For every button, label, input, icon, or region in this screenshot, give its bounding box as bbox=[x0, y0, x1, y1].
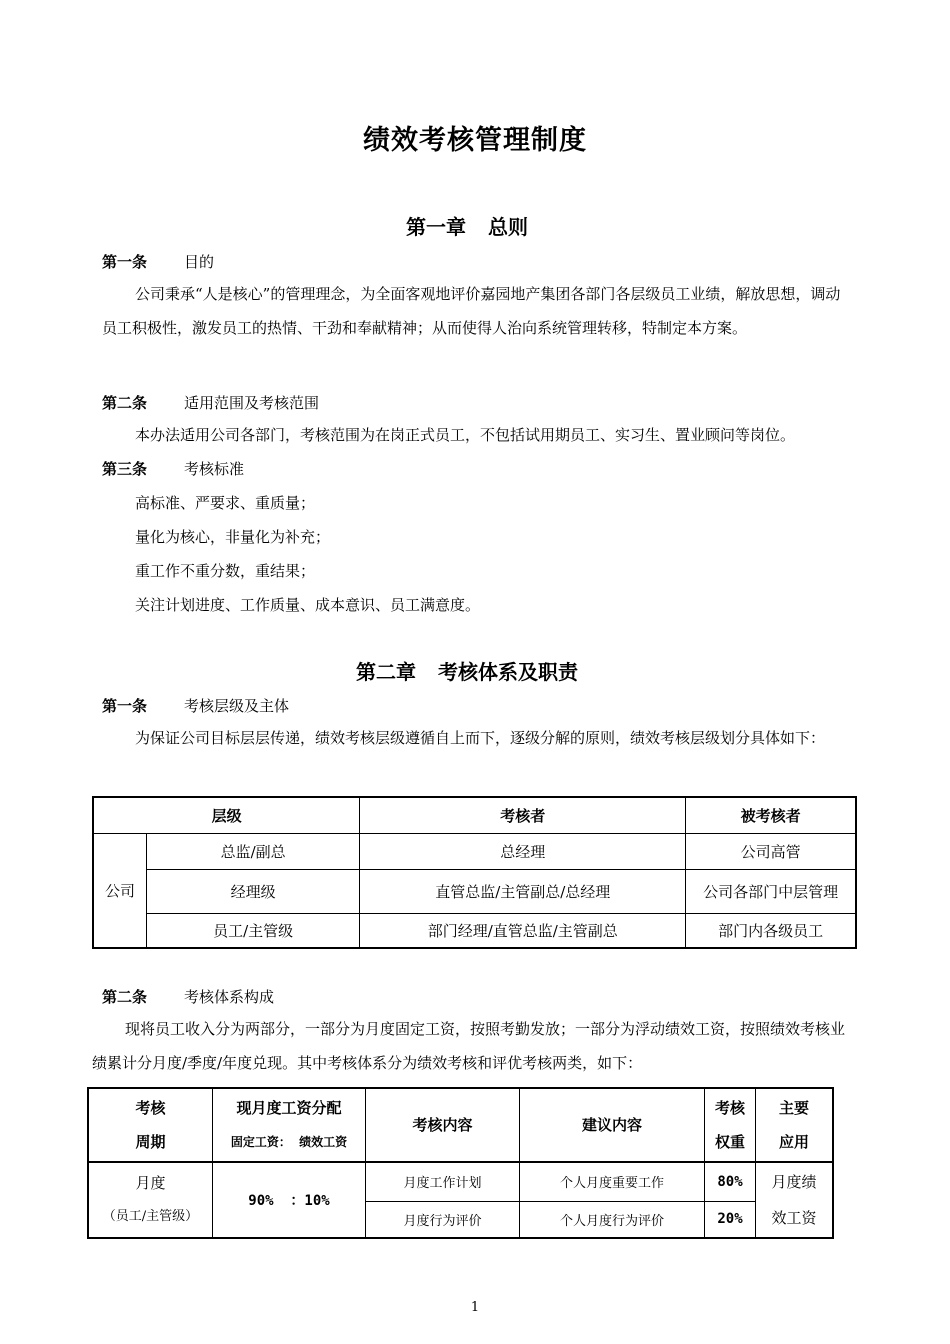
header-content: 考核内容 bbox=[366, 1088, 520, 1162]
header-text: 现月度工资分配 bbox=[236, 1099, 342, 1117]
page-number: 1 bbox=[470, 1300, 480, 1315]
application-cell bbox=[756, 1162, 834, 1238]
article-number: 第一条 bbox=[102, 253, 148, 271]
standard-item-2: 量化为核心，非量化为补充； bbox=[135, 528, 331, 546]
content-cell: 月度行为评价 bbox=[366, 1201, 520, 1238]
standard-item-1: 高标准、严要求、重质量； bbox=[135, 494, 316, 512]
paragraph: 现将员工收入分为两部分，一部分为月度固定工资，按照考勤发放；一部分为浮动绩效工资，按照绩效考核业绩累计分月度/季度/年度兑现。其中考核体系分为绩效考核和评优考核两类，如下： bbox=[92, 1020, 846, 1072]
document-title: 绩效考核管理制度 bbox=[363, 125, 587, 156]
application-text: 效工资 bbox=[771, 1209, 817, 1227]
table-cell: 总经理 bbox=[360, 833, 686, 869]
table-row bbox=[93, 913, 856, 948]
table-row bbox=[88, 1162, 833, 1201]
paragraph: 公司秉承“人是核心”的管理理念，为全面客观地评价嘉园地产集团各部门各层级员工业绩，解放思想，调动员工积极性，激发员工的热情、干劲和奉献精神；从而使得人治向系统管理转移，特制定本方案。 bbox=[102, 285, 841, 337]
header-subtext: 固定工资： 绩效工资 bbox=[230, 1135, 348, 1149]
chapter-2-article-2-text bbox=[92, 1012, 854, 1080]
cycle-cell bbox=[88, 1162, 213, 1238]
content-cell: 月度工作计划 bbox=[366, 1162, 520, 1201]
header-text: 权重 bbox=[714, 1133, 745, 1151]
chapter-2-article-1-text bbox=[102, 721, 850, 755]
standard-item-3: 重工作不重分数，重结果； bbox=[135, 562, 316, 580]
table-cell: 部门经理/直管总监/主管副总 bbox=[360, 913, 686, 948]
paragraph: 为保证公司目标层层传递，绩效考核层级遵循自上而下，逐级分解的原则，绩效考核层级划分具体如下： bbox=[135, 729, 826, 747]
cycle-text: 月度 bbox=[135, 1174, 166, 1192]
article-number: 第三条 bbox=[102, 460, 148, 478]
article-number: 第二条 bbox=[102, 394, 148, 412]
chapter-1-heading bbox=[0, 211, 934, 240]
cycle-subtext: （员工/主管级） bbox=[102, 1209, 199, 1224]
article-title: 目的 bbox=[184, 253, 215, 271]
chapter-1-article-1-text bbox=[102, 277, 850, 345]
paragraph: 本办法适用公司各部门，考核范围为在岗正式员工，不包括试用期员工、实习生、置业顾问等岗位。 bbox=[135, 426, 796, 444]
table-cell: 部门内各级员工 bbox=[686, 913, 856, 948]
chapter-1-label: 第一章 bbox=[406, 215, 466, 239]
article-title: 适用范围及考核范围 bbox=[184, 394, 320, 412]
table-cell: 经理级 bbox=[147, 869, 360, 913]
chapter-1-name: 总则 bbox=[488, 215, 528, 239]
standard-item-4: 关注计划进度、工作质量、成本意识、员工满意度。 bbox=[135, 596, 481, 614]
group-cell: 公司 bbox=[93, 833, 147, 948]
article-title: 考核标准 bbox=[184, 460, 245, 478]
chapter-1-article-3 bbox=[102, 458, 244, 479]
table-cell: 员工/主管级 bbox=[147, 913, 360, 948]
chapter-2-heading bbox=[0, 656, 934, 685]
chapter-1-article-2 bbox=[102, 392, 319, 413]
table-header: 考核者 bbox=[360, 797, 686, 833]
table-header: 层级 bbox=[93, 797, 360, 833]
header-application bbox=[756, 1088, 834, 1162]
chapter-2-name: 考核体系及职责 bbox=[438, 660, 578, 684]
suggest-cell: 个人月度行为评价 bbox=[520, 1201, 705, 1238]
ratio-cell: 90% ：10% bbox=[213, 1162, 366, 1238]
article-number: 第二条 bbox=[102, 988, 148, 1006]
header-text: 周期 bbox=[135, 1133, 166, 1151]
table-row bbox=[93, 833, 856, 869]
article-title: 考核层级及主体 bbox=[184, 697, 290, 715]
assessment-system-table bbox=[87, 1087, 834, 1239]
article-number: 第一条 bbox=[102, 697, 148, 715]
table-row bbox=[93, 869, 856, 913]
header-cycle bbox=[88, 1088, 213, 1162]
chapter-2-label: 第二章 bbox=[356, 660, 416, 684]
header-weight bbox=[705, 1088, 756, 1162]
application-text: 月度绩 bbox=[771, 1173, 817, 1191]
suggest-cell: 个人月度重要工作 bbox=[520, 1162, 705, 1201]
header-text: 考核 bbox=[135, 1099, 166, 1117]
table-cell: 直管总监/主管副总/总经理 bbox=[360, 869, 686, 913]
table-header: 被考核者 bbox=[686, 797, 856, 833]
assessment-level-table bbox=[92, 796, 857, 949]
chapter-2-article-2 bbox=[102, 986, 274, 1007]
article-title: 考核体系构成 bbox=[184, 988, 275, 1006]
chapter-1-article-1 bbox=[102, 251, 214, 272]
chapter-2-article-1 bbox=[102, 695, 289, 716]
header-text: 主要 bbox=[778, 1099, 809, 1117]
header-suggest: 建议内容 bbox=[520, 1088, 705, 1162]
weight-cell: 20% bbox=[705, 1201, 756, 1238]
weight-cell: 80% bbox=[705, 1162, 756, 1201]
table-cell: 总监/副总 bbox=[147, 833, 360, 869]
header-salary bbox=[213, 1088, 366, 1162]
header-text: 应用 bbox=[778, 1133, 809, 1151]
table-cell: 公司各部门中层管理 bbox=[686, 869, 856, 913]
header-text: 考核 bbox=[714, 1099, 745, 1117]
table-cell: 公司高管 bbox=[686, 833, 856, 869]
chapter-1-article-2-text bbox=[102, 418, 850, 452]
